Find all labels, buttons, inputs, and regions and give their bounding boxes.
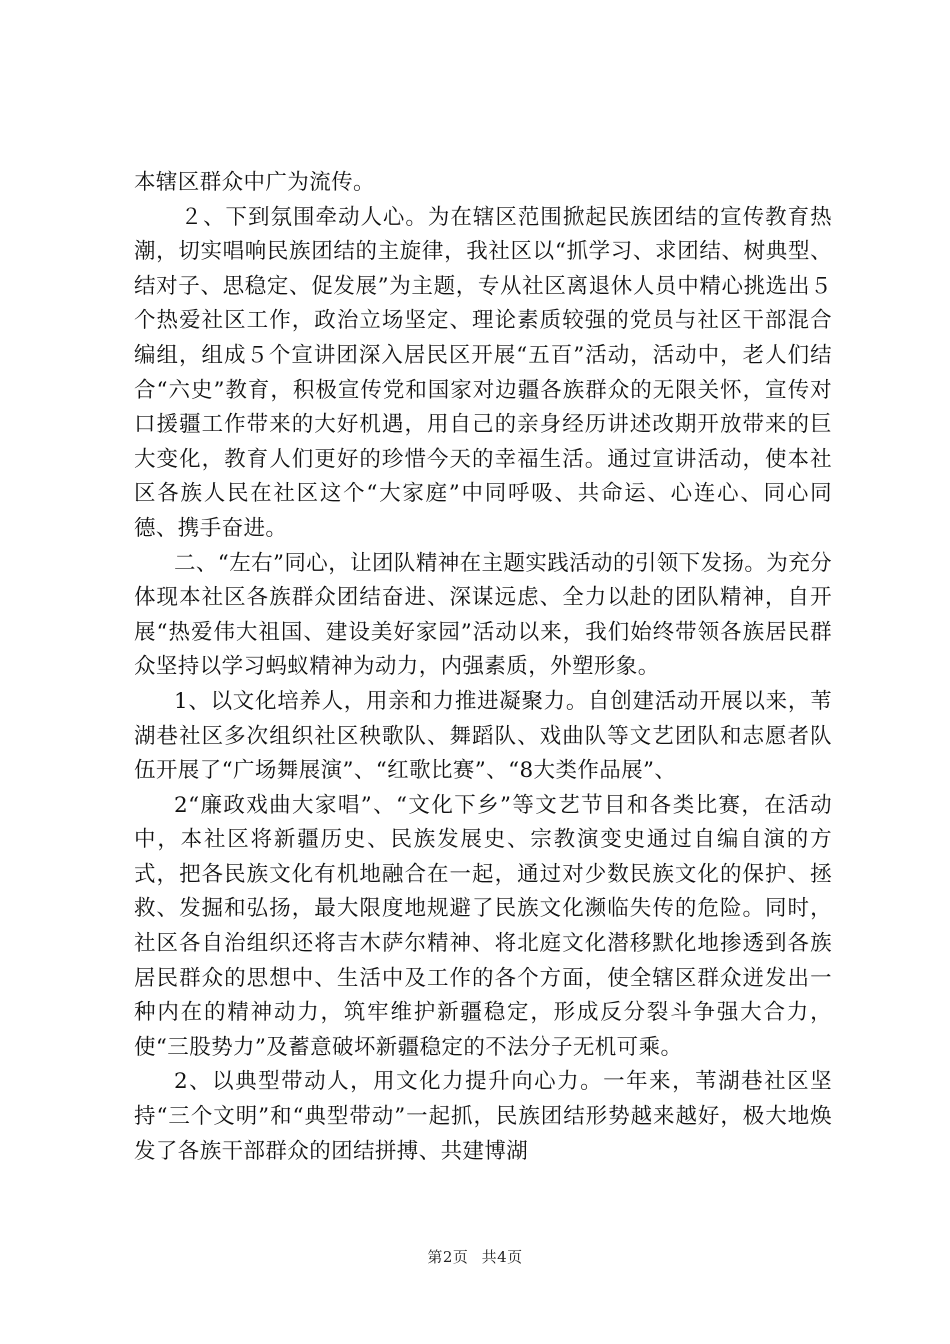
page-footer	[0, 1246, 950, 1267]
paragraph-team-spirit: 二、“左右”同心，让团队精神在主题实践活动的引领下发扬。为充分体现本社区各族群众团结奋进、深谋远虑、全力以赴的团队精神，自开展“热爱伟大祖国、建设美好家园”活动以来，我们始终带领各族居民群众坚持以学习蚂蚁精神为动力，内强素质，外塑形象。	[134, 550, 832, 680]
paragraph-performances: 2“廉政戏曲大家唱”、“文化下乡”等文艺节目和各类比赛，在活动中，本社区将新疆历史、民族发展史、宗教演变史通过自编自演的方式，把各民族文化有机地融合在一起，通过对少数民族文化的保护、拯救、发掘和弘扬，最大限度地规避了民族文化濒临失传的危险。同时，社区各自治组织还将吉木萨尔精神、将北庭文化潜移默化地掺透到各族居民群众的思想中、生活中及工作的各个方面，使全辖区群众迸发出一种内在的精神动力，筑牢维护新疆稳定，形成反分裂斗争强大合力，使“三股势力”及蓄意破坏新疆稳定的不法分子无机可乘。	[134, 792, 832, 1060]
paragraph-atmosphere: ２、下到氛围牵动人心。为在辖区范围掀起民族团结的宣传教育热潮，切实唱响民族团结的主旋律，我社区以“抓学习、求团结、树典型、结对子、思稳定、促发展”为主题，专从社区离退休人员中精心挑选出５个热爱社区工作，政治立场坚定、理论素质较强的党员与社区干部混合编组，组成５个宣讲团深入居民区开展“五百”活动，活动中，老人们结合“六史”教育，积极宣传党和国家对边疆各族群众的无限关怀，宣传对口援疆工作带来的大好机遇，用自己的亲身经历讲述改期开放带来的巨大变化，教育人们更好的珍惜今天的幸福生活。通过宣讲活动，使本社区各族人民在社区这个“大家庭”中同呼吸、共命运、心连心、同心同德、携手奋进。	[134, 204, 832, 541]
document-body	[134, 166, 832, 1169]
page-total: 共4页	[481, 1248, 523, 1266]
paragraph-role-models: 2、以典型带动人，用文化力提升向心力。一年来，苇湖巷社区坚持“三个文明”和“典型带动”一起抓，民族团结形势越来越好，极大地焕发了各族干部群众的团结拼搏、共建博湖	[134, 1069, 832, 1164]
paragraph-culture: 1、以文化培养人，用亲和力推进凝聚力。自创建活动开展以来，苇湖巷社区多次组织社区秧歌队、舞蹈队、戏曲队等文艺团队和志愿者队伍开展了“广场舞展演”、“红歌比赛”、“8大类作品展”、	[134, 688, 832, 784]
paragraph-continuation: 本辖区群众中广为流传。	[134, 170, 375, 195]
page-number: 第2页	[427, 1248, 469, 1266]
